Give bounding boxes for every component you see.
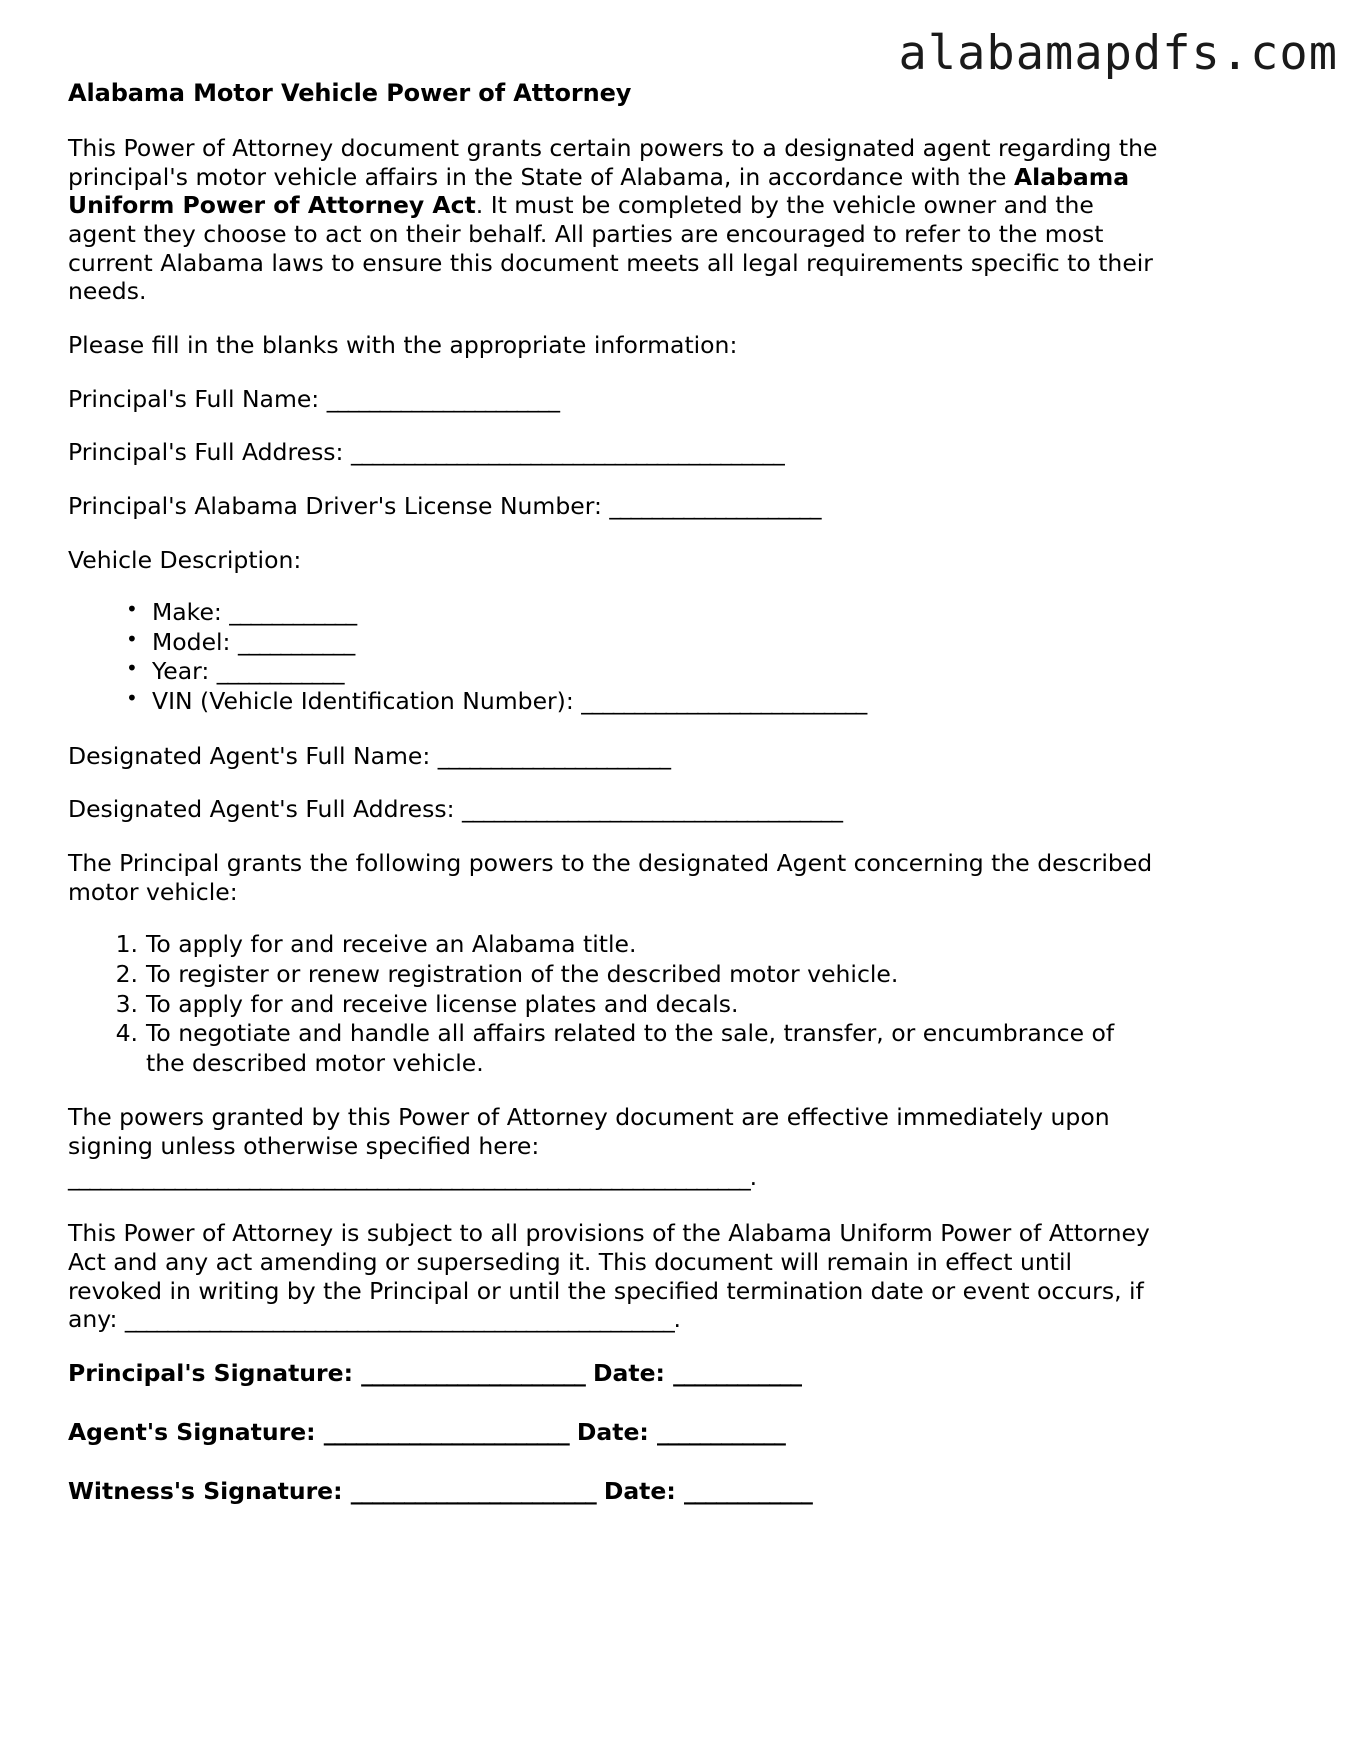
- field-principal-address: [68, 438, 1160, 467]
- witness-date-label: Date:: [595, 1477, 684, 1506]
- field-agent-name: [68, 742, 1160, 771]
- principal-license-blank[interactable]: ____________________: [609, 491, 821, 520]
- agent-signature-label: Agent's Signature:: [68, 1418, 324, 1447]
- agent-name-blank[interactable]: ______________________: [437, 741, 670, 770]
- intro-paragraph: [68, 134, 1160, 306]
- principal-signature-row: [68, 1359, 1160, 1387]
- powers-list: [68, 930, 1160, 1078]
- list-item: [126, 628, 1160, 658]
- field-agent-address: [68, 795, 1160, 824]
- termination-blank[interactable]: ____________________________________________________.: [124, 1305, 680, 1334]
- agent-signature-blank[interactable]: _______________________: [323, 1418, 569, 1447]
- effective-specification-blank[interactable]: ________________________________________________________________.: [68, 1162, 756, 1191]
- vehicle-description-list: [68, 598, 1160, 716]
- witness-signature-row: [68, 1477, 1160, 1505]
- vehicle-model-blank[interactable]: ___________: [237, 627, 355, 656]
- vehicle-year-label: Year:: [152, 657, 217, 686]
- intro-text-part1: This Power of Attorney document grants certain powers to a designated agent regarding the principal's motor vehicle affairs in the State of Alabama, in accordance with the: [68, 134, 1158, 191]
- principal-signature-blank[interactable]: _____________________: [361, 1358, 585, 1387]
- provisions-paragraph: [68, 1219, 1160, 1334]
- agent-address-blank[interactable]: ____________________________________: [461, 795, 842, 824]
- signature-block: [68, 1359, 1160, 1506]
- vehicle-model-label: Model:: [152, 627, 238, 656]
- vehicle-year-blank[interactable]: ____________: [216, 657, 344, 686]
- list-item: [126, 687, 1160, 717]
- powers-intro-paragraph: The Principal grants the following powers to the designated Agent concerning the described motor vehicle:: [68, 848, 1153, 906]
- vehicle-description-label: Vehicle Description:: [68, 545, 302, 574]
- vehicle-vin-blank[interactable]: ___________________________: [581, 687, 867, 716]
- agent-address-label: Designated Agent's Full Address:: [68, 795, 462, 824]
- list-item: To apply for and receive an Alabama title.: [146, 930, 637, 959]
- principal-license-label: Principal's Alabama Driver's License Number:: [68, 491, 610, 520]
- vehicle-vin-label: VIN (Vehicle Identification Number):: [152, 687, 582, 716]
- principal-signature-label: Principal's Signature:: [68, 1358, 362, 1387]
- intro-act-name: Alabama Uniform Power of Attorney Act: [68, 162, 1130, 220]
- watermark-alabamapdfs: alabamapdfs.com: [898, 26, 1338, 81]
- principal-address-blank[interactable]: _________________________________________: [350, 438, 784, 467]
- principal-date-label: Date:: [584, 1358, 674, 1387]
- list-item: To apply for and receive license plates and decals.: [146, 989, 739, 1018]
- witness-signature-blank[interactable]: _______________________: [350, 1477, 596, 1506]
- field-principal-name: [68, 385, 1160, 414]
- agent-date-blank[interactable]: ____________: [657, 1418, 785, 1447]
- field-principal-license: [68, 492, 1160, 521]
- agent-signature-row: [68, 1418, 1160, 1446]
- witness-date-blank[interactable]: ____________: [683, 1477, 812, 1506]
- instruction-text: Please fill in the blanks with the appropriate information:: [68, 330, 738, 359]
- principal-name-label: Principal's Full Name:: [68, 384, 327, 413]
- intro-text-part2: . It must be completed by the vehicle owner and the agent they choose to act on their behalf. All parties are encouraged to refer to the most current Alabama laws to ensure this document meets all legal requirements specific to their needs.: [68, 191, 1153, 306]
- list-item: [126, 598, 1160, 628]
- principal-name-blank[interactable]: ______________________: [326, 384, 559, 413]
- vehicle-make-blank[interactable]: ____________: [229, 598, 356, 627]
- principal-date-blank[interactable]: ____________: [673, 1358, 801, 1387]
- list-item: To negotiate and handle all affairs related to the sale, transfer, or encumbrance of the described motor vehicle.: [146, 1019, 1115, 1077]
- list-item: [126, 657, 1160, 687]
- agent-name-label: Designated Agent's Full Name:: [68, 741, 438, 770]
- effective-paragraph: The powers granted by this Power of Attorney document are effective immediately upon signing unless otherwise specified here:: [68, 1103, 1110, 1160]
- page-title: Alabama Motor Vehicle Power of Attorney: [68, 79, 632, 107]
- principal-address-label: Principal's Full Address:: [68, 438, 351, 467]
- witness-signature-label: Witness's Signature:: [68, 1477, 351, 1506]
- list-item: To register or renew registration of the described motor vehicle.: [146, 959, 899, 988]
- document-content: [68, 78, 1160, 1536]
- vehicle-make-label: Make:: [152, 598, 230, 627]
- agent-date-label: Date:: [568, 1418, 658, 1447]
- provisions-text: This Power of Attorney is subject to all provisions of the Alabama Uniform Power of Attorney Act and any act amending or superseding it. This document will remain in effect until revoked in writing by the Principal or until the specified termination date or event occurs, if any:: [68, 1219, 1150, 1334]
